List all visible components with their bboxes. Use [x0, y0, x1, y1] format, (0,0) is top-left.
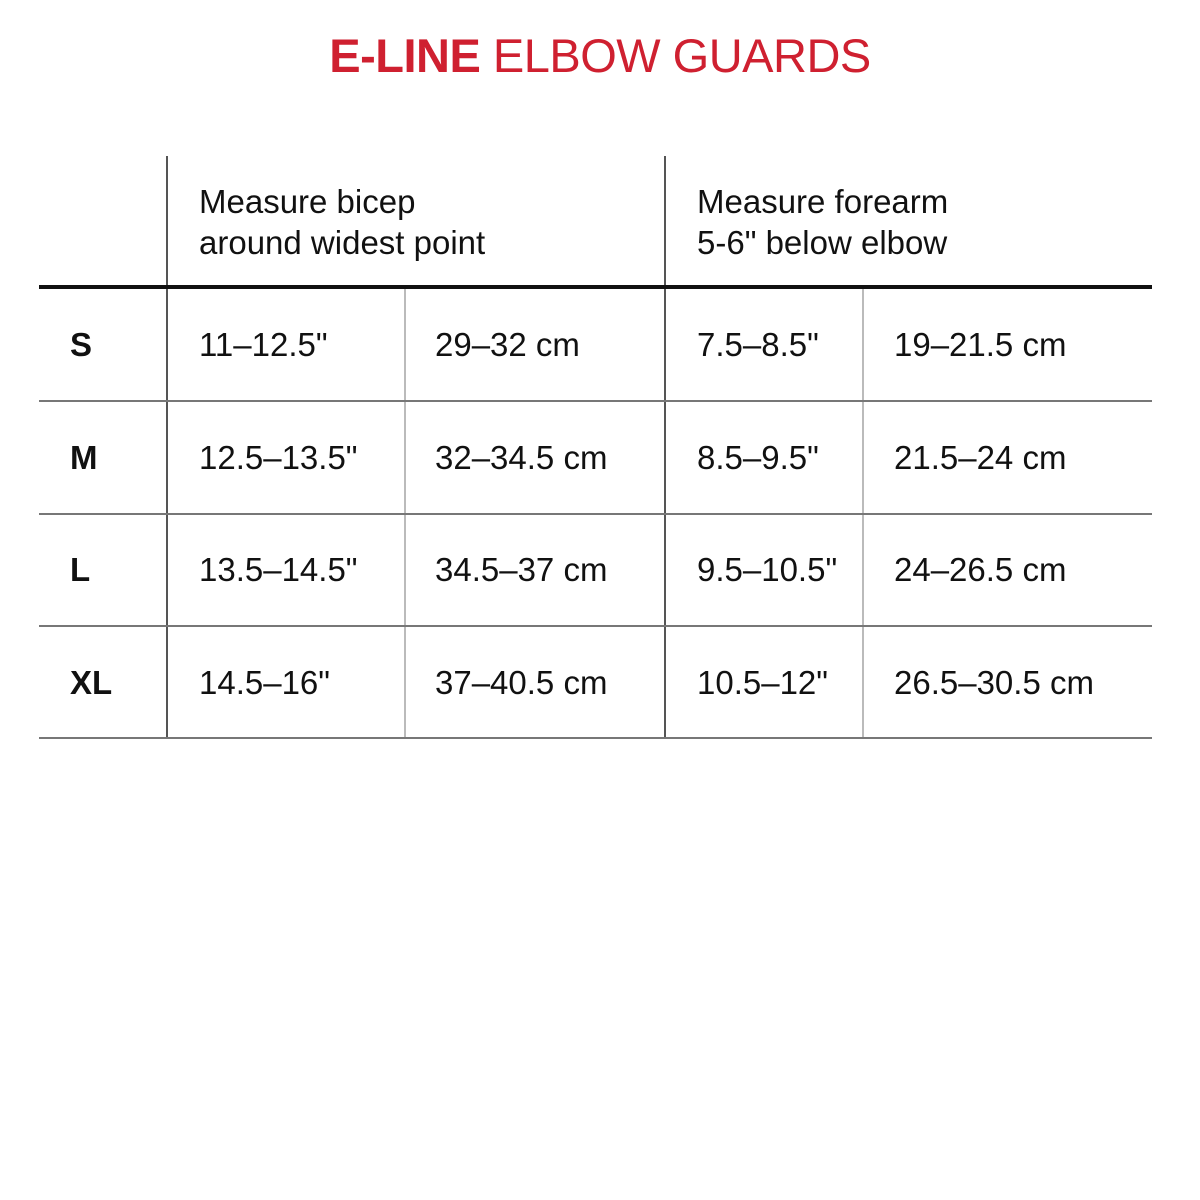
- row-divider: [39, 400, 1152, 402]
- bicep-cm: 37–40.5 cm: [435, 664, 608, 701]
- forearm-inches: 8.5–9.5": [697, 439, 819, 476]
- page-title: [0, 28, 1200, 83]
- forearm-cm: 24–26.5 cm: [894, 551, 1067, 588]
- header-rule: [39, 285, 1152, 289]
- bicep-inches: 13.5–14.5": [199, 551, 358, 588]
- forearm-inches: 7.5–8.5": [697, 326, 819, 363]
- bicep-header-line: around widest point: [199, 224, 486, 261]
- forearm-cm: 26.5–30.5 cm: [894, 664, 1094, 701]
- forearm-cm: 21.5–24 cm: [894, 439, 1067, 476]
- bicep-inches: 14.5–16": [199, 664, 331, 701]
- forearm-header-line: 5-6" below elbow: [697, 224, 948, 261]
- forearm-header-line: Measure forearm: [697, 183, 949, 220]
- row-divider: [39, 737, 1152, 739]
- forearm-inches: 9.5–10.5": [697, 551, 838, 588]
- row-divider: [39, 513, 1152, 515]
- bicep-cm: 29–32 cm: [435, 326, 580, 363]
- bicep-header: [199, 181, 485, 263]
- row-divider: [39, 625, 1152, 627]
- divider: [166, 156, 168, 739]
- bicep-header-line: Measure bicep: [199, 183, 416, 220]
- bicep-inches: 12.5–13.5": [199, 439, 358, 476]
- size-label: M: [70, 439, 98, 476]
- size-label: L: [70, 551, 91, 588]
- forearm-cm: 19–21.5 cm: [894, 326, 1067, 363]
- bicep-inches: 11–12.5": [199, 326, 328, 363]
- forearm-inches: 10.5–12": [697, 664, 829, 701]
- bicep-cm: 34.5–37 cm: [435, 551, 608, 588]
- size-label: S: [70, 326, 93, 363]
- size-label: XL: [70, 664, 113, 701]
- bicep-cm: 32–34.5 cm: [435, 439, 608, 476]
- forearm-header: [697, 181, 948, 263]
- title-product-line: E-LINE: [329, 29, 481, 82]
- title-product-name: ELBOW GUARDS: [492, 29, 871, 82]
- divider: [664, 156, 666, 739]
